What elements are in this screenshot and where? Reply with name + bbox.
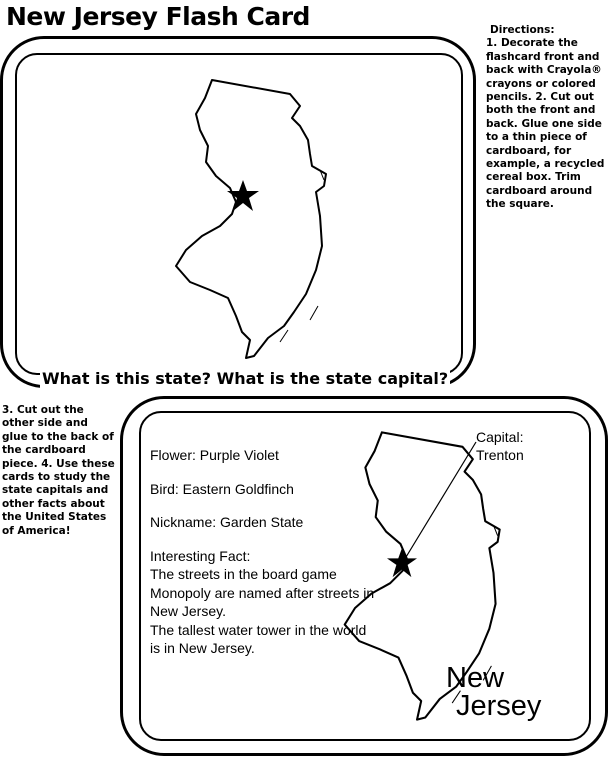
page-title: New Jersey Flash Card bbox=[6, 2, 310, 31]
directions-text: 1. Decorate the flashcard front and back with Crayola® crayons or colored pencils. 2. Cut out both the front and back. Glue one side to a thin piece of cardboard, for example, a recycled cereal box. Trim cardboard around the square. bbox=[486, 37, 605, 211]
state-name-line1: New bbox=[446, 662, 505, 694]
star-icon bbox=[386, 548, 418, 578]
directions-heading: Directions: bbox=[490, 24, 555, 36]
state-nickname: Nickname: Garden State bbox=[150, 514, 304, 530]
state-name-line2: Jersey bbox=[456, 690, 542, 722]
directions bbox=[486, 24, 606, 212]
capital-label bbox=[476, 428, 524, 464]
capital-heading: Capital: bbox=[476, 429, 524, 445]
capital-name: Trenton bbox=[476, 447, 524, 463]
new-jersey-map bbox=[150, 70, 340, 370]
state-name bbox=[446, 664, 541, 720]
fact-heading: Interesting Fact: bbox=[150, 547, 251, 564]
state-flower: Flower: Purple Violet bbox=[150, 447, 279, 463]
star-icon bbox=[226, 180, 260, 212]
directions-continued: 3. Cut out the other side and glue to the back of the cardboard piece. 4. Use these cards to study the state capitals and other facts about the United States of America! bbox=[2, 404, 115, 537]
interesting-fact-2: The tallest water tower in the world is in New Jersey. bbox=[150, 621, 367, 656]
interesting-fact-1: The streets in the board game Monopoly are named after streets in New Jersey. bbox=[150, 566, 375, 619]
state-bird: Bird: Eastern Goldfinch bbox=[150, 480, 294, 497]
state-facts bbox=[150, 446, 380, 658]
front-question: What is this state? What is the state capital? bbox=[42, 369, 449, 388]
